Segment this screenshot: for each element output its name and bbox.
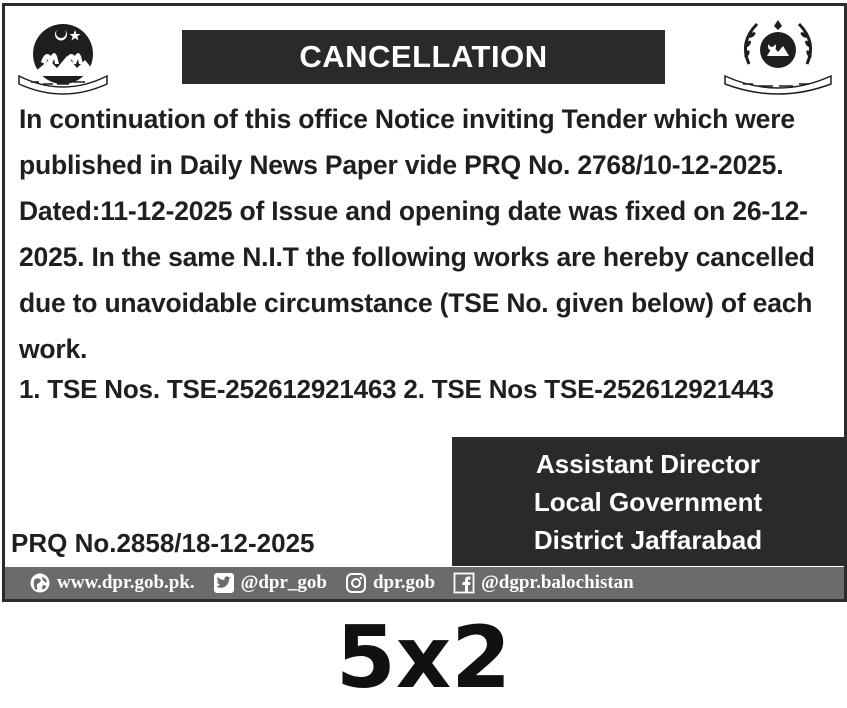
globe-icon [29,572,51,594]
instagram-handle: dpr.gob [372,572,436,593]
cancellation-notice [2,3,847,602]
body-line: published in Daily News Paper vide PRQ No. 2768/10-12-2025. [19,150,784,180]
body-line: work. [19,334,88,364]
footer-facebook[interactable] [453,572,634,594]
body-line: 2025. In the same N.I.T the following works are hereby cancelled [19,242,815,272]
website-text: www.dpr.gob.pk. [57,572,195,593]
twitter-bird-icon [213,572,235,594]
body-line: Dated:11-12-2025 of Issue and opening date was fixed on 26-12- [19,196,808,226]
signature-district: District Jaffarabad [533,524,763,555]
tse-numbers: 1. TSE Nos. TSE-252612921463 2. TSE Nos TSE-252612921443 [19,374,774,404]
footer-website[interactable] [29,572,195,594]
footer-instagram[interactable] [345,572,435,594]
facebook-icon [453,572,475,594]
notice-body [19,96,839,372]
ad-size-label: 5x2 [335,608,512,708]
dpr-balochistan-emblem-icon [719,14,837,96]
facebook-handle: @dgpr.balochistan [481,572,634,593]
twitter-handle: @dpr_gob [240,572,327,593]
signature-department: Local Government [533,486,763,517]
prq-number: PRQ No.2858/18-12-2025 [11,528,315,558]
signature-block [452,437,844,566]
signature-designation: Assistant Director [536,448,760,479]
notice-title: CANCELLATION [182,30,665,84]
balochistan-government-emblem-icon [13,16,113,96]
body-line: In continuation of this office Notice inviting Tender which were [19,104,795,134]
body-line: due to unavoidable circumstance (TSE No. given below) of each [19,288,813,318]
footer-bar [5,567,844,599]
footer-twitter[interactable] [213,572,327,594]
instagram-icon [345,572,367,594]
